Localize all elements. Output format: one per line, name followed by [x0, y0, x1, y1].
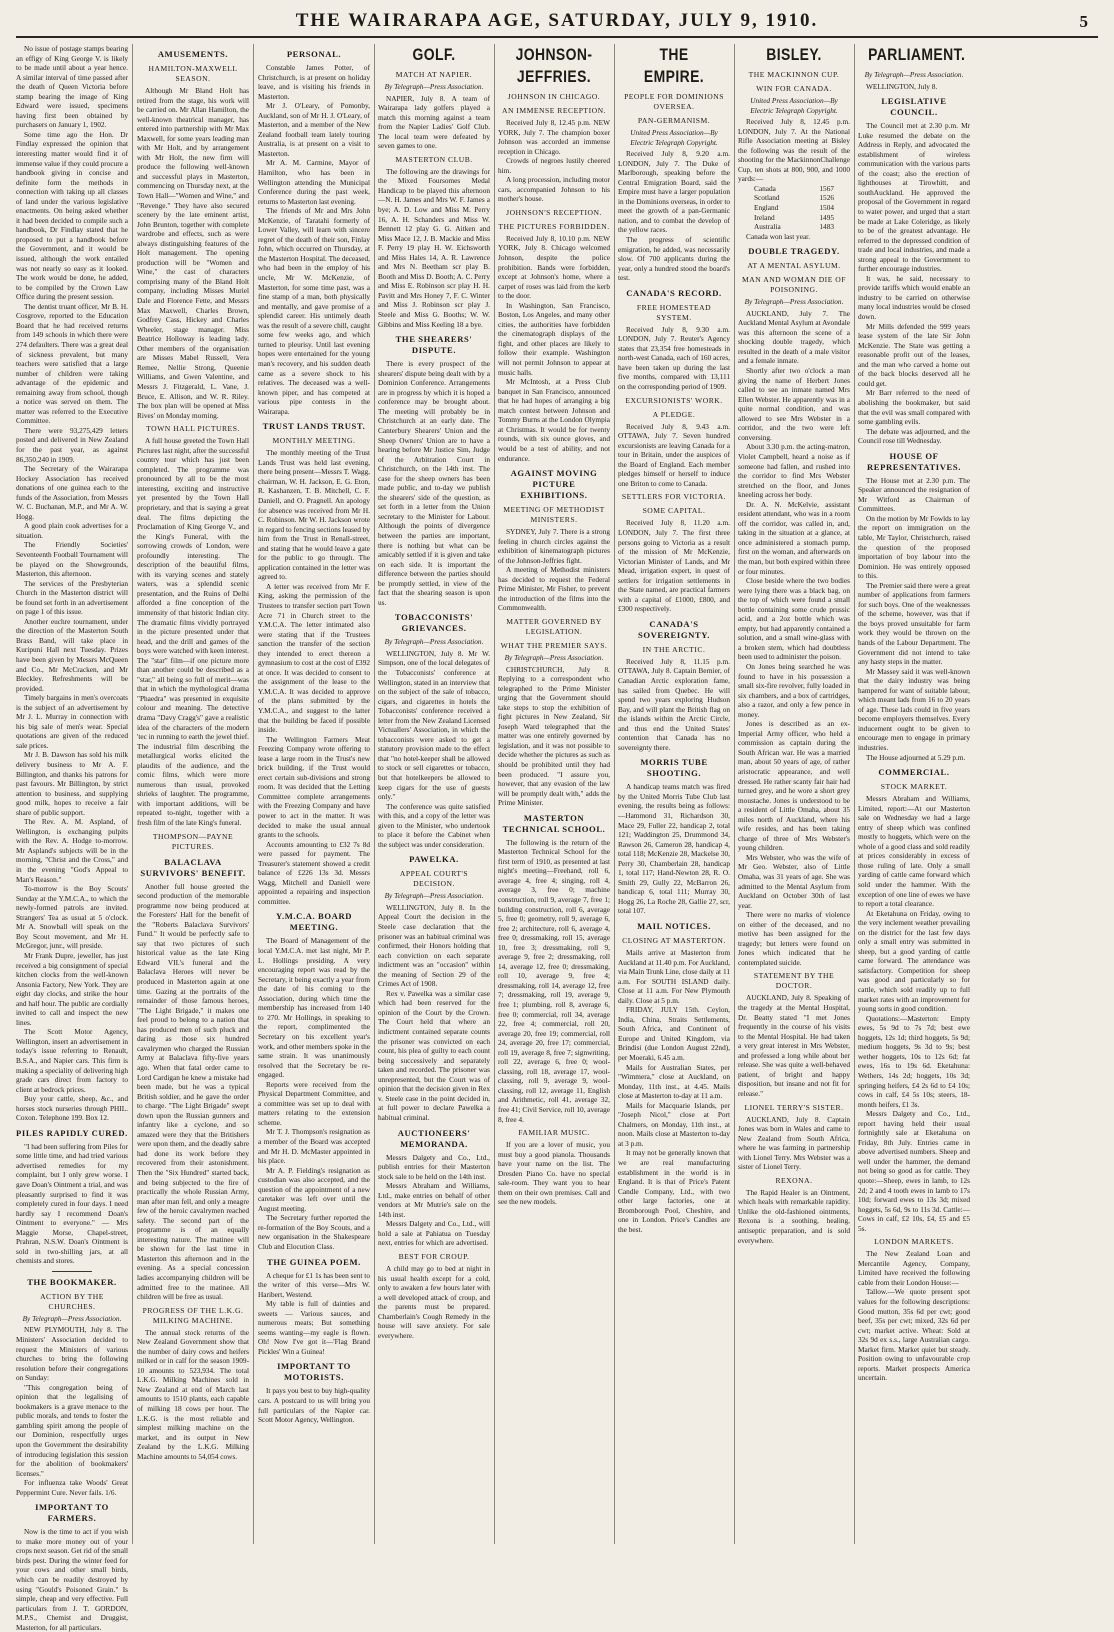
- paragraph: Shortly after two o'clock a man giving the name of Herbert Jones called to see an inmate named Mrs Ellen Webster. He apparently was in a quite normal condition, and was allowed to see Mrs Webster in a corridor, and the two were left conversing.: [738, 366, 850, 442]
- article-subheading: WIN FOR CANADA.: [756, 84, 832, 93]
- score-row: [738, 203, 850, 213]
- paragraph: The dentist truant officer, Mr B. H. Cosgrove, reported to the Education Board that he had received returns from 149 schools in which there were 274 defaulters. There was a great deal of sickness prevalent, but many teachers were satisfied that a large number of children were taking advantage of the epidemic and remaining away from school, though a notice was served on them. The matter was referred to the Executive Committee.: [16, 301, 128, 426]
- byline: By Telegraph—Press Association.: [384, 637, 484, 647]
- paragraph: Received July 8, 9.30 a.m. LONDON, July 7. Reuter's Agency states that 23,354 free homesteads in north-west Canada, each of 160 acres, have been taken up during the last five months, compared with 13,111 on the corresponding period of 1909.: [618, 324, 730, 392]
- column-divider: [614, 44, 615, 1544]
- article-heading: TOBACCONISTS' GRIEVANCES.: [394, 612, 474, 634]
- paragraph: Mr Massey said it was well-known that the dairy industry was being hampered for want of suitable labour, which meant lads from 16 to 20 years of age. These lads could in five years become employers themselves. Every inducement ought to be given to encourage men to engage in primary industries.: [858, 666, 970, 752]
- paragraph: It may not be generally known that we are real manufacturing establishment in the world is in England. It is that of Price's Patent Candle Company, Ltd., with two other large factories, one at Bromborough Pool, Cheshire, and one in London. Price's Candles are the best.: [618, 1148, 730, 1234]
- column-6: [618, 44, 730, 1544]
- paragraph: A good plain cook advertises for a situation.: [16, 521, 128, 540]
- article-subheading: MATCH AT NAPIER.: [395, 70, 473, 79]
- paragraph: The Rapid Healer is an Ointment, which heals with remarkable rapidity. Unlike the old-fashioned ointments, Rexona is a soothing, healing, antiseptic preparation, and is sold everywhere.: [738, 1187, 850, 1245]
- byline: By Telegraph—Press Association.: [384, 82, 484, 91]
- paragraph: Rex v. Pawelka was a similar case which had been reserved for the opinion of the Court by the Crown. The Court held that where an indictment contained separate counts the prisoner was convicted on each count, his plea of guilty to each count being successively and separately taken and recorded. The prisoner was unrepresented, but the Court was of opinion that the decision given in Rex v. Steele case in the point decided in, at full power to declare Pawelka a habitual criminal.: [378, 988, 490, 1122]
- score-team: Canada: [754, 183, 776, 193]
- paragraph: My table is full of dainties and sweets — Various sauces, and numerous meats; But something seems wanting—my eagle is flown. Oh! Now I've got it—'Flag Brand Pickles' Win a Guinea!: [258, 1299, 370, 1356]
- byline: By Telegraph—Press Association.: [744, 297, 844, 307]
- article-heading: COMMERCIAL.: [878, 767, 950, 778]
- paragraph: FRIDAY, JULY 15th. Ceylon, India, China, Straits Settlements, South Africa, and Continent of Europe and United Kingdom, via Brindisi (due London August 22nd), per Moeraki, 6.45 a.m.: [618, 1005, 730, 1063]
- article-subheading: TOWN HALL PICTURES.: [146, 424, 240, 434]
- article-heading: TRUST LANDS TRUST.: [262, 421, 366, 432]
- article-heading: AGAINST MOVING PICTURE EXHIBITIONS.: [510, 468, 598, 501]
- score-value: 1526: [819, 193, 834, 203]
- paragraph: Now is the time to act if you wish to make more money out of your crops next season. Get rid of the small birds pest. During the winter feed for your cows and other small birds, which can be readily destroyed by using "Gould's Poisoned Grain." Is simple, cheap and very effective. Full particulars from J. T. GORDON, M.P.S., Chemist and Druggist, Masterton, for all particulars.: [16, 1527, 128, 1632]
- paragraph: The friends of Mr and Mrs John McKenzie, of Taratahi formerly of Lower Valley, will learn with sincere regret of the death of their son, Finlay John, which occurred on Thursday, at the Masterton Hospital. The deceased, who had been in the employ of his uncle, Mr W. McKenzie, of Masterton, for some time past, was a fine stamp of a man, both physically and mentally, and gave promise of a splendid career. His untimely death was the result of a severe chill, caught some few weeks ago, and which turned to pleurisy. Until last evening hopes were entertained for the young man's recovery, and his sudden death came as a severe shock to his relatives. The deceased was a well-known piper, and has competed at various pipe contests in the Wairarapa.: [258, 206, 370, 416]
- paragraph: NAPIER, July 8. A team of Wairarapa lady golfers played a match this morning against a team from the Napier Ladies' Golf Club. The local team were defeated by seven games to one.: [378, 93, 490, 151]
- paragraph: There were no marks of violence on either of the deceased, and no motive has been assigned for the tragedy; but letters were found on Jones which indicated that he contemplated suicide.: [738, 910, 850, 967]
- paragraph: Messrs Dalgety and Co., Ltd., will hold a sale at Pahiatua on Tuesday next, entries for which are advertised.: [378, 1219, 490, 1248]
- paragraph: Constable James Potter, of Christchurch, is at present on holiday leave, and is visiting his friends in Masterton.: [258, 63, 370, 101]
- article-subheading: JOHNSON'S RECEPTION.: [506, 207, 602, 217]
- paragraph: At Eketahuna on Friday, owing to the very inclement weather prevailing on the district for the last few days only a small entry was submitted in sheep, but a good yarding of cattle came forward. The attendance was satisfactory. Competition for sheep was good and particularly so for cattle, which sold readily up to full market rates with an improvement for young sorts in good condition.: [858, 908, 970, 1014]
- paragraph: The House met at 2.30 p.m. The Speaker announced the resignation of Mr Witford as Chairman of Committees.: [858, 475, 970, 514]
- column-2: [137, 44, 249, 1544]
- paragraph: Received July 8, 10.10 p.m. NEW YORK, July 8. Chicago welcomed Johnson, despite the police prohibition. Bands were forbidden, except at Johnson's home, where a carpet of roses was laid from the kerb to the door.: [498, 233, 610, 301]
- article-subheading: MASTERTON CLUB.: [395, 154, 473, 164]
- paragraph: The Council met at 2.30 p.m. Mr Luke resumed the debate on the Address in Reply, and advocated the establishment of wireless communication with the various parts of the coast; also the erection of lighthouses at Tirowhitt, and southAuckland. He approved the proposal of the Government in regard to water power, and urged that a start be made at Lake Coleridge, as likely to be of the greatest advantage. He referred to the depressed condition of trade and local industries, and made a strong appeal to the Government to further encourage industries.: [858, 121, 970, 274]
- article-heading: CANADA'S SOVEREIGNTY.: [637, 618, 711, 640]
- article-subheading: AN IMMENSE RECEPTION.: [502, 106, 606, 115]
- paragraph: Mails for Macquarie Islands, per "Joseph Nicol," close at Port Chalmers, on Monday, 11th inst., at noon. Mails close at Masterton to-day at 3 p.m.: [618, 1100, 730, 1148]
- paragraph: Received July 8, 11.20 a.m. LONDON, July 7. The first three persons going to Victoria as a result of the mission of Mr McKenzie, Victorian Minister of Lands, and Mr Mead, irrigation expert, in quest of settlers for irrigation settlements in the State named, are practical farmers with a capital of £1000, £800, and £300 respectively.: [618, 518, 730, 614]
- score-team: England: [754, 203, 779, 213]
- paragraph: The services of the Presbyterian Church in the Masterton district will be found set forth in an advertisement on page 1 of this issue.: [16, 578, 128, 617]
- paragraph: Messrs Abraham and Williams, Limited, report:—At our Masterton sale on Wednesday we had a large entry of sheep which was confined mostly to hoggets, which were on the whole of a good class and sold readily at prices considerably in excess of those ruling of late. Only a small yarding of cattle came forward which sold under the hammer. With the exception of one line of ewes we have to report a total clearance.: [858, 794, 970, 909]
- paragraph: Another full house greeted the second production of the memorable programme now being produced at the Foresters' Hall for the benefit of the "Roberts Balaclava Survivors' Fund." It would be perfectly safe to say that two pictures of such historical value as the late King Edward VII.'s funeral and the Balaclava Heroes will never be produced in Masterton again at one time. Gazing at the portraits of the remainder of those famous heroes, "The Light Brigade," it makes one feel proud to belong to a nation that has produced men of such pluck and daring as those six hundred cavalrymen who charged the Russian Army at Balaclava fifty-five years ago. When that fatal order came to Lord Cardigan he knew a mistake had been made, but he was a typical British soldier, and he gave the order to charge. "The Light Brigade" swept down upon the Russian gunners and infantry like a cyclone, and so amazed were they that the Britishers were upon them, and the deadly sabre had done its work before they recovered from their astonishment. Then the "Six Hundred" started back, and being subjected to the fire of practically the whole Russian Army, man after man fell, and only a meagre few of the heroic cavalrymen reached safety. The second part of the programme is of an equally interesting nature. The matinee will be shown for the last time in Masterton this afternoon and in the evening. As a special concession ladies accompanying children will be admitted free to the matinee. All children will be free as usual.: [137, 881, 249, 1302]
- article-subheading: SETTLERS FOR VICTORIA.: [621, 492, 727, 502]
- article-subheading: MEETING OF METHODIST MINISTERS.: [503, 505, 605, 525]
- paragraph: Quotations:—Masterton: Empty ewes, 5s 9d to 7s 7d; best ewe hoggets, 12s 1d; third hoggets, 5s 9d; medium hoggets, 9s 3d to 9s; best wether hoggets, 10s to 12s 6d; fat ewes, 16s to 19s 6d. Eketahuna: Wethers, 14s 2d; hoggets, 10s 3d; springing heifers, £4 2s 6d to £4 10s; cows in calf, £4 5s 10s; steers, 18-month heifers, £1 3s.: [858, 1013, 970, 1109]
- paragraph: The progress of scientific emigration, he added, was necessarily slow. Of 700 applicants during the year, only a hundred stood the board's test.: [618, 235, 730, 283]
- paragraph: AUCKLAND, July 8. Speaking of the tragedy at the Mental Hospital, Dr. Beatty stated "I met Jones frequently in the course of his visits to the Mental Hospital. He had taken a very great interest in Mrs Webster, and professed a long while about her release. She was quite a well-behaved patient, of bright and happy disposition, but insane and not fit for release.": [738, 993, 850, 1098]
- article-subheading: MATTER GOVERNED BY LEGISLATION.: [506, 616, 602, 636]
- paragraph: Received July 8, 9.43 a.m. OTTAWA, July 7. Seven hundred excursionists are leaving Canada for a tour in Britain, under the auspices of the Board of England. Each member pledges himself or herself to induce one Briton to come to Canada.: [618, 421, 730, 488]
- column-8: [858, 44, 970, 1544]
- section-headline: THE EMPIRE.: [643, 45, 705, 86]
- paragraph: On Jones being searched he was found to have in his possession a small six-fire revolver, fully loaded in six chambers, and a box of cartridges, also a razor, and only a few pence in money.: [738, 661, 850, 719]
- paragraph: The annual stock returns of the New Zealand Government show that the number of dairy cows and heifers milked or in calf for the season 1909-10 amounts to 523,934. The total L.K.G. Milking Machines sold in New Zealand at end of March last amounts to 1510 plants, each capable of milking 18 cows per hour. The L.K.G. is the most reliable and simplest milking machine on the market, and its output in New Zealand by the L.K.G. Milking Machine amounts to 54,054 cows.: [137, 1327, 249, 1461]
- column-3: [258, 44, 370, 1544]
- paragraph: The following is the return of the Masterton Technical School for the first term of 1910, as presented at last night's meeting—Freehand, roll 6, average 4, free 4; singing, roll 4, average 3, free 0; machine construction, roll 9, average 7, free 1; building construction, roll 6, average 5, free 0; geometry, roll 9, average 6, free 2; architecture, roll 6, average 4, free 0; dressmaking, roll 15, average 10, free 3; dressmaking, roll 9, average 9, free 2; dressmaking, roll 14, average 12, free 0; dressmaking, roll 10, average 9, free 4; dressmaking, roll 14, average 12, free 7; dressmaking, roll 19, average 9, free 1; plumbing, roll 8, average 6, free 0; commercial, roll 34, average 22, free 4; commercial, roll 20, average 20, free 19; commercial, roll 24, average 20, free 17; commercial, roll 19, average 8, free 7; signwriting, roll 22, average 6, free 0; wool-classing, roll 18, average 17, wool-classing, roll 9, average 9, wool-classing, roll 12, average 11, English and Arithmetic, roll 41, average 32, free 41; Civil Service, roll 10, average 8, free 4.: [498, 837, 610, 1124]
- article-subheading: JOHNSON IN CHICAGO.: [507, 92, 601, 101]
- score-value: 1483: [819, 222, 834, 232]
- article-subheading: BEST FOR CROUP.: [398, 1251, 470, 1261]
- article-subheading: CLOSING AT MASTERTON.: [622, 936, 726, 945]
- column-4: [378, 44, 490, 1544]
- article-subheading: AT A MENTAL ASYLUM.: [747, 261, 841, 271]
- score-team: Australia: [754, 222, 781, 232]
- paragraph: SYDNEY, July 7. There is a strong feeling in church circles against the exhibition of kinematograph pictures of the Johnson-Jeffries fight.: [498, 527, 610, 565]
- paragraph: The monthly meeting of the Trust Lands Trust was held last evening, there being present—Messrs T. Wagg, chairman, W. H. Jackson, E. G. Eton, R. Kashanzen, T. B. Mitchell, C. F. Daniell, and O. Pragnell. An apology for absence was received from Mr H. C. Robinson. Mr W. H. Jackson wrote in regard to fencing sections leased by him from the Trust in Renall-street, and stating that he would leave a gate for the public to go through. The application contained in the letter was agreed to.: [258, 448, 370, 582]
- paragraph: The Secretary further reported the re-formation of the Boy Scouts, and a new organisation in the Shakespeare Club and Elocution Class.: [258, 1213, 370, 1251]
- paragraph: Mr J. O'Leary, of Pomonby, Auckland, son of Mr H. J. O'Leary, of Masterton, and a member of the New Zealand football team lately touring Australia, is at present on a visit to Masterton.: [258, 101, 370, 158]
- paragraph: Received July 8, 11.15 p.m. OTTAWA, July 8. Captain Bernier, of Canadian Arctic exploration fame, has sailed from Quebec. He will spend two years exploring Hudson Bay, and will plant the British flag on the islands within the Arctic Circle, and thus end the United States' contention that Canada has no sovereignty there.: [618, 656, 730, 752]
- article-heading: THE GUINEA POEM.: [267, 1256, 361, 1267]
- section-headline: GOLF.: [412, 45, 456, 64]
- masthead: [16, 6, 1098, 36]
- byline: United Press Association—By Electric Telegraph Copyright.: [630, 128, 718, 147]
- paragraph: Crowds of negroes lustily cheered him.: [498, 156, 610, 175]
- paragraph: The conference was quite satisfied with this, and a copy of the letter was given to the Minister, who undertook to place it before the Cabinet when the subject was under consideration.: [378, 801, 490, 849]
- paragraph: A long procession, including motor cars, accompanied Johnson to his mother's house.: [498, 175, 610, 204]
- article-heading: AUCTIONEERS' MEMORANDA.: [397, 1127, 471, 1149]
- paragraph: Dr. A. N. McKelvie, assistant resident attendant, who was in a room off the corridor, was called in, and, taking in the situation at a glance, at once administered a stomach pump, first on the woman, and afterwards on the man, but both expired within three or four minutes.: [738, 499, 850, 576]
- paragraph: WELLINGTON, July 8.: [866, 81, 938, 91]
- article-subheading: SOME CAPITAL.: [642, 506, 706, 516]
- paragraph: To-morrow is the Boy Scouts' Sunday at the Y.M.C.A., to which the newly-formed patrols are invited. Strangers' Tea as usual at 5 o'clock. Mr A. Snowball will speak on the Boy Scout movement, and Mr H. McGregor, junr., will preside.: [16, 884, 128, 951]
- column-divider: [374, 44, 375, 1544]
- paragraph: WELLINGTON, July 8. Mr W. Simpson, one of the local delegates of the Tobacconists' conference at Wellington, stated in an interview that on the subject of the sale of tobacco, cigars, and cigarettes in hotels the Tobacconists' conference received a letter from the New Zealand Licensed Victuallers' Association, in which the tobacconists were asked to get a statutory provision made to the effect that "no hotel-keeper shall be allowed to stock or sell cigarettes or tobacco, but that hotelkeepers be allowed to keep cigars for the use of guests only.": [378, 648, 490, 802]
- article-subheading: STOCK MARKET.: [880, 782, 948, 792]
- paragraph: Mrs Webster, who was the wife of Mr Geo. Webster, also of Little Omaha, was 31 years of age. She was admitted to the Mental Asylum from Auckland on October 30th of last year.: [738, 852, 850, 910]
- paragraph: Received July 8, 12.45 p.m. LONDON, July 7. At the National Rifle Association meeting at Bisley the following was the result of the shooting for the MackinnonChallenge Cup, ten shots at 800, 900, and 1000 yards:—: [738, 117, 850, 184]
- paragraph: It pays you best to buy high-quality cars. A postcard to us will bring you full particulars of the Napier car. Scott Motor Agency, Wellington.: [258, 1386, 370, 1425]
- article-heading: PILES RAPIDLY CURED.: [16, 1127, 128, 1138]
- column-5: [498, 44, 610, 1544]
- column-divider: [253, 44, 254, 1544]
- score-row: [738, 193, 850, 203]
- score-team: Scotland: [754, 193, 780, 203]
- paragraph: Mr T. J. Thompson's resignation as a member of the Board was accepted and Mr H. D. McMaster appointed in his place.: [258, 1127, 370, 1166]
- column-7: [738, 44, 850, 1544]
- score-value: 1495: [819, 212, 834, 222]
- paragraph: Close beside where the two bodies were lying there was a black bag, on the top of which were found a small bottle containing some crude prussic acid, and a 2oz bottle which was empty, but had apparently contained a solution, and a small wine-glass with a broken stem, which had doubtless been used to administer the poison.: [738, 576, 850, 662]
- article-subheading: HAMILTON-MAXWELL SEASON.: [148, 64, 238, 83]
- byline: By Telegraph—Press Association.: [864, 70, 964, 79]
- paragraph: Accounts amounting to £32 7s 8d were passed for payment. The Treasurer's statement showed a credit balance of £226 13s 3d. Messrs Wagg, Mitchell and Daniell were appointed a repairing and inspection committee.: [258, 839, 370, 906]
- article-subheading: MONTHLY MEETING.: [272, 436, 356, 446]
- paragraph: Mails arrive at Masterton from Auckland at 11.40 p.m. For Auckland, via Main Trunk Line, close daily at 11 a.m. For SOUTH ISLAND daily. Close at 11 a.m. For New Plymouth daily. Close at 5 p.m.: [618, 948, 730, 1005]
- paragraph: For influenza take Woods' Great Peppermint Cure. Never fails. 1/6.: [16, 1478, 128, 1497]
- score-row: [738, 222, 850, 232]
- paragraph: "I had been suffering from Piles for some little time, and had tried various advertised remedies for my complaint, but I only grew worse. I gave Doan's Ointment a trial, and was pleasantly surprised to find it was completely cured in four days. I need hardly say I recommend Doan's Ointment to everyone." — Mrs Maggie Morse, Chapel-street, Prahran, N.S.W. Doan's Ointment is sold in two-shilling jars, at all chemists and stores.: [16, 1141, 128, 1266]
- column-divider: [132, 44, 133, 1544]
- paragraph: Mr McIntosh, at a Press Club banquet in San Francisco, announced that he had hopes of arranging a big match contest between Johnson and Tommy Burns at the London Olympia at Christmas. It would be for twenty rounds, with six ounce gloves, and would be a test of ability, and not endurance.: [498, 377, 610, 463]
- article-subheading: REXONA.: [775, 1175, 813, 1185]
- byline: United Press Association—By Electric Telegraph Copyright.: [750, 96, 838, 115]
- paragraph: The House adjourned at 5.29 p.m.: [866, 752, 966, 762]
- paragraph: A handicap teams match was fired by the United Morris Tube Club last evening, the results being as follows:—Hammond 31, Richardson 30, Mace 29, Fuller 22, handicap 2, total 121; Waddington 25, Drummond 34, Rawson 26, Cameron 28, handicap 4, total 118; McKenzie 28, Mackelse 30, Perry 30, Chamberlain 28, handicap 1, total 117; Hand-Newton 28, R. O. Smith 29, Gully 22, McBarron 26, handicap 6, total 111; Murray 30, Hogg 26, La Roche 28, Gallie 27, scr, total 107.: [618, 782, 730, 916]
- paragraph: "This congregation being of opinion that the legalising of bookmakers is a grave menace to the public morals, and tends to foster the gambling spirit among the people of our Dominion, respectfully urges upon the Government the desirability of introducing legislation this session for the abolition of bookmakers' licenses.": [16, 1382, 128, 1478]
- paragraph: On the motion by Mr Fowlds to lay the report on immigration on the table, Mr Taylor, Christchurch, raised the question of the proposed importation of boy labour into the Dominion. He was entirely opposed to this.: [858, 513, 970, 581]
- article-subheading: APPEAL COURT'S DECISION.: [399, 869, 469, 889]
- separator-rule: [52, 1271, 92, 1272]
- paragraph: A meeting of Methodist ministers has decided to request the Federal Prime Minister, Mr Fisher, to prevent the introduction of the films into the Commonwealth.: [498, 565, 610, 613]
- paragraph: Received July 8, 12.45 p.m. NEW YORK, July 7. The champion boxer Johnson was accorded an immense reception in Chicago.: [498, 118, 610, 156]
- paragraph: NEW PLYMOUTH, July 8. The Ministers' Association decided to request the Ministers of various churches to bring the following resolution before their congregations on Sunday:: [16, 1325, 128, 1383]
- article-subheading: THOMPSON—PAYNE PICTURES.: [152, 831, 234, 851]
- section-headline: PARLIAMENT.: [868, 45, 966, 64]
- paragraph: Some time ago the Hon. Dr Findlay expressed the opinion that interesting matter would find it of immense value if they could procure a handbook giving in concise and definite form the methods in connection with taking up all classes of land under the various legislative enactments. On being asked whether it had been decided to compile such a handbook, Dr Findlay stated that he proposed to put a handbook before the Government, and it would be issued, although the work entailed was not nearly so easy as it looked. The work would be done, he added, to be compiled by the Crown Law Office during the present session.: [16, 129, 128, 302]
- paragraph: Jones is described as an ex-Imperial Army officer, who held a commission as captain during the South African war. He was a married man, about 50 years of age, of rather aristocratic appearance, and well dressed. He rather scanty fair hair had turned grey, and he wore a short grey moustache. Jones is understood to be a resident of Little Omaha, about 35 miles north of Auckland, where his wife resides, and has been taking charge of three of Mrs Webster's young children.: [738, 719, 850, 853]
- article-subheading: THE PICTURES FORBIDDEN.: [498, 221, 610, 231]
- paragraph: A child may go to bed at night in his usual health except for a cold, only to awaken a few hours later with a well developed attack of croup, and the parents must be prepared. Chamberlain's Cough Remedy in the house will save anxiety. For sale everywhere.: [378, 1263, 490, 1340]
- paragraph: The New Zealand Loan and Mercantile Agency, Company, Limited have received the following cable from their London House:—: [858, 1249, 970, 1287]
- article-subheading: FAMILIAR MUSIC.: [518, 1128, 590, 1138]
- paragraph: CHRISTCHURCH, July 8. Replying to a correspondent who telegraphed to the Prime Minister urging that the Government should take steps to stop the exhibition of fight pictures in New Zealand, Sir Joseph Ward telegraphed that the matter was one entirely governed by legislation, and it was not possible to decide whether the pictures as such as should be prohibited until they had been produced. "I assure you, however, that any evasion of the law will be promptly dealt with," adds the Prime Minister.: [498, 664, 610, 808]
- paragraph: Mr Mills defended the 999 years lease system of the late Sir John McKenzie. The State was getting a reasonable profit out of the leases, and the man who carved a home out of the back blocks deserved all he could get.: [858, 321, 970, 388]
- article-subheading: MAN AND WOMAN DIE OF POISONING.: [742, 275, 846, 295]
- article-heading: AMUSEMENTS.: [157, 49, 229, 59]
- paragraph: The Secretary of the Wairarapa Hockey Association has received donations of one guinea each to the funds of the Association, from Messrs W. C. Buchanan, M.P., and Mr A. W. Hogg.: [16, 464, 128, 521]
- paragraph: Reports were received from the Physical Department Committee, and a committee was set up to deal with matters relating to the extension scheme.: [258, 1079, 370, 1127]
- paragraph: Messrs Abraham and Williams, Ltd., make entries on behalf of other vendors at Mr Mutrie's sale on the 14th inst.: [378, 1181, 490, 1219]
- paragraph: Timely bargains in men's overcoats is the subject of an advertisement by Mr J. L. Murray in connection with his big sale of men's wear. Special quotations are given of the reduced sale prices.: [16, 693, 128, 750]
- article-subheading: EXCURSIONISTS' WORK.: [625, 395, 723, 405]
- article-heading: MASTERTON TECHNICAL SCHOOL.: [502, 812, 606, 834]
- paragraph: There were 93,275,429 letters posted and delivered in New Zealand for the past year, as against 86,350,240 in 1909.: [16, 425, 128, 464]
- article-heading: PAWELKA.: [409, 854, 459, 865]
- article-heading: LEGISLATIVE COUNCIL.: [881, 96, 947, 118]
- paragraph: No issue of postage stamps bearing an effigy of King George V. is likely to be made until about a year hence. A similar interval of time passed after the death of Queen Victoria before stamp bearing the image of King Edward were issued, specimens having first been obtained by purchasers on January 1, 1902.: [16, 44, 128, 130]
- byline: By Telegraph—Press Association.: [504, 652, 604, 662]
- article-heading: Y.M.C.A. BOARD MEETING.: [275, 911, 353, 933]
- article-subheading: WHAT THE PREMIER SAYS.: [500, 640, 608, 650]
- article-subheading: THE MACKINNON CUP.: [748, 70, 840, 79]
- paragraph: Mails for Australian States, per "Wimmera," close at Auckland, on Monday, 11th inst., at 4.45. Mails close at Masterton to-day at 11 a.m.: [618, 1062, 730, 1101]
- masthead-title: THE WAIRARAPA AGE, SATURDAY, JULY 9, 1910.: [295, 10, 819, 31]
- section-headline: BISLEY.: [766, 45, 822, 64]
- article-subheading: A PLEDGE.: [652, 409, 696, 419]
- article-heading: MORRIS TUBE SHOOTING.: [640, 757, 708, 779]
- score-value: 1504: [819, 203, 834, 213]
- score-row: [738, 184, 850, 194]
- score-team: Ireland: [754, 212, 775, 222]
- paragraph: About 3.30 p.m. the acting-matron, Violet Campbell, heard a noise as if someone had fallen, and rushed into the corridor to find Mrs Webster stretched on the floor, and Jones kneeling across her body.: [738, 442, 850, 500]
- paragraph: Received July 8, 9.20 a.m. LONDON, July 7. The Duke of Marlborough, speaking before the Central Emigration Board, said the Empire must have a larger population in the Dominions overseas, in order to meet the growth of a pan-Germanic nation, and to combat the develop of the yellow races.: [618, 149, 730, 235]
- article-heading: HOUSE OF REPRESENTATIVES.: [866, 450, 962, 472]
- paragraph: Mr Frank Dupre, jeweller, has just received a big consignment of special kitchen clocks from the well-known Ansonia Factory, New York. They are eight day clocks, and strike the hour and half hour. The public are cordially invited to call and inspect the new lines.: [16, 950, 128, 1027]
- paragraph: AUCKLAND, July 8. Captain Jones was born in Wales and came to New Zealand from South Africa, where he was farming in partnership with Lionel Terry. Mrs Webster was a sister of Lionel Terry.: [738, 1114, 850, 1172]
- paragraph: Messrs Dalgety and Co., Ltd., publish entries for their Masterton stock sale to be held on the 14th inst.: [378, 1152, 490, 1181]
- article-subheading: STATEMENT BY THE DOCTOR.: [753, 971, 835, 991]
- paragraph: The Scott Motor Agency, Wellington, insert an advertisement in today's issue referring to Renault, B.S.A., and Napier cars. This firm is making a speciality of delivering high grade cars direct from factory to client at bedrock prices.: [16, 1027, 128, 1094]
- paragraph: Although Mr Bland Holt has retired from the stage, his work will be carried on. Mr Allan Hamilton, the well-known theatrical manager, has entered into partnership with Mr Max Maxwell, for some years leading man with Mr Holt, and by arrangement with Mr Holt, the new firm will produce the following well-known and successful plays in Masterton, commencing on Thursday next, at the Town Hall—"Women and Wine," and "Revenge." They have also secured scenery by the late eminent artist, John Brunton, together with complete wardrobe and effects, such as were always distinguishing features of the Holt management. The opening production will be "Women and Wine," the cast of characters comprising many of the Bland Holt company, including Misses Muriel Dale and Florence Fette, and Messrs Max Maxwell, Charles Brown, Godfrey Cass, Hickey and Charles Wheeler, stage manager. Miss Beatrice Holloway is leading lady. Other members of the organisation are Misses Mabel Russell, Vera Remee, Nellie Strong, Queenie Williams, and Gwen Valentine, and Messrs J. Fitzgerald, L. Vane, J. Bruce, E. Allison, and W. R. Riley. The box plan will be opened at Miss Rives' on Monday morning.: [137, 86, 249, 420]
- section-headline: JOHNSON-JEFFRIES.: [515, 45, 593, 86]
- column-divider: [494, 44, 495, 1544]
- article-subheading: IN THE ARCTIC.: [642, 644, 706, 654]
- column-1: [16, 44, 128, 1632]
- column-divider: [734, 44, 735, 1544]
- article-subheading: ACTION BY THE CHURCHES.: [40, 1291, 104, 1311]
- article-subheading: PAN-GERMANISM.: [637, 116, 711, 125]
- paragraph: Buy your cattle, sheep, &c., and horses stock nurseries through PHIL. Coxon. Telephone 199. Box 12.: [16, 1094, 128, 1123]
- score-row: [738, 213, 850, 223]
- article-heading: IMPORTANT TO FARMERS.: [35, 1502, 109, 1524]
- paragraph: Another euchre tournament, under the direction of the Masterton South Brass Band, will take place in Kuripuni Hall next Tuesday. Prizes have been given by Messrs McQueen and Co., Mr McCracken, and Mr Bleckley. Refreshments will be provided.: [16, 616, 128, 693]
- paragraph: The following are the drawings for the Mixed Foursomes Medal Handicap to be played this afternoon—N. H. James and Mrs W. F. James a bye; A. D. Low and Miss M. Perry 16, A. H. Schanders and Miss W. Bennett 12 play G. G. Aitken and Miss Mace 12, J. B. Mackie and Miss F. Perry 19 play H. W. Eichsworth and Miss Hales 14, A. R. Lawrence and Mrs N. Beetham scr play B. Booth and Miss D. Booth; A. C. Perry and Miss E. Robinson scr play H. H. Pavitt and Mrs Honey 7, F. C. Winter and Miss J. Robinson scr play J. Steele and Miss G. Booths; W. W. Gibbins and Miss Keeling 18 a bye.: [378, 166, 490, 329]
- article-heading: CANADA'S RECORD.: [626, 287, 722, 298]
- paragraph: Mr Barr referred to the need of abolishing the bookmaker, but said that the evil was small compared with some gambling evils.: [858, 388, 970, 427]
- paragraph: AUCKLAND, July 7. The Auckland Mental Asylum at Avondale was this afternoon the scene of a shocking double tragedy, which resulted in the death of a male visitor and a female inmate.: [738, 308, 850, 366]
- article-heading: PERSONAL.: [286, 49, 342, 59]
- article-heading: IMPORTANT TO MOTORISTS.: [277, 1361, 351, 1383]
- paragraph: Mr A. P. Fielding's resignation as custodian was also accepted, and the question of the appointment of a new caretaker was left over until the August meeting.: [258, 1165, 370, 1213]
- article-heading: DOUBLE TRAGEDY.: [748, 246, 840, 257]
- byline: By Telegraph—Press Association.: [384, 891, 484, 901]
- paragraph: There is every prospect of the shearers' dispute being dealt with by a Dominion Conference. Arrangements are in progress by which it is hoped a conference may be brought about. The meeting will probably be in Christchurch at an early date. The Canterbury Shearers' Union and the Sheep Owners' Union are to have a hearing before Mr Justice Sim, Judge of the Arbitration Court in Christchurch, on the 14th inst. The case for the sheep owners has been made public, and to-day we publish the shearers' side of the question, as set forth in a letter from the Union secretary to the Minister for Labour. Although the points of divergence between the parties are important, there is nothing but what can be amicably settled if it is given and take on each side. It is important the difference between the parties should be promptly settled, in view of the fact that the shearing season is upon us.: [378, 359, 490, 607]
- article-subheading: LONDON MARKETS.: [874, 1237, 954, 1247]
- page-number: 5: [1079, 12, 1088, 31]
- paragraph: A cheque for £1 1s has been sent to the writer of this verse—Mrs W. Haribert, Westend.: [258, 1270, 370, 1299]
- paragraph: Messrs Dalgety and Co., Ltd., report having held their usual fortnightly sale at Eketahuna on Friday, 8th July. Entries came in above advertised numbers. Sheep and well under the hammer, the demand not being so good as for cattle. They quote:—Sheep, ewes in lamb, to 12s 2d; 2 and 4 tooth ewes in lamb to 17s 10d; forward ewes to 13s 3d; mixed hoggets, 5s 6d, 9s to 11s 3d. Cattle:—Cows in calf, £2 10s, £4, £5 and £5 5s.: [858, 1109, 970, 1233]
- paragraph: A full house greeted the Town Hall Pictures last night, after the successful country tour which has just been completed. The programme was pronounced by all to be the most interesting, exciting and instructive yet presented by the Town Hall proprietary, and that is saying a great deal. The films depicting the Proclamation of King George V., and the King's Funeral, with the sorrowing crowds of London, were profoundly interesting. The description of the beautiful films, with its varying scenes and stately waters, was a splendid scenic presentation, and the Ruins of Delhi afforded a fine conception of the immensity of that historic Indian city. The dramatic films vividly portrayed in the picture presented under that head, and the drill and games of the boys were watched with keen interest. The "star" film—if one picture more than another could be described as a "star," all being so full of merit—was that in which the mythological drama "Phaedra" was presented in exquisite colour and meaning. The detective drama "Davy Cragg's" gave a realistic idea of the characters of the modern 'tec in running to earth the jewel thief. The industrial film describing the metallurgical works elicited the plaudits of the audience, and the comic films, which were more numerous than usual, provoked shrieks of laughter. The programme, with important additions, will be repeated to-night, together with a fresh film of the late King's funeral.: [137, 436, 249, 828]
- paragraph: The Rev. A. M. Aspland, of Wellington, is exchanging pulpits with the Rev. A. Hodge to-morrow. Mr Aspland's subjects will be in the morning, "Christ and the Cross," and in the evening "God's Appeal to Man's Reason.": [16, 817, 128, 884]
- article-subheading: FREE HOMESTEAD SYSTEM.: [636, 302, 712, 322]
- article-subheading: LIONEL TERRY'S SISTER.: [744, 1102, 844, 1112]
- article-subheading: PEOPLE FOR DOMINIONS OVERSEA.: [624, 92, 724, 111]
- paragraph: A letter was received from Mr F. King, asking the permission of the Trustees to transfer section part Town Acre 71 in Church street to the Y.M.C.A. The letter intimated also were stating that if the Trustees sanction the transfer of the section they intended to erect thereon a gymnasium to cost at the cost of £392 at once. It was decided to consent to the assignment of the lease to the Y.M.C.A. It was decided to approve of the plans submitted by the Y.M.C.A., and suggest to the latter that the building be faced if possible inside.: [258, 581, 370, 735]
- article-heading: THE SHEARERS' DISPUTE.: [395, 334, 473, 356]
- paragraph: The Friendly Societies' Seventeenth Football Tournament will be played on the Showgrounds, Masterton, this afternoon.: [16, 540, 128, 579]
- paragraph: The Board of Management of the local Y.M.C.A. met last night, Mr P. L. Hollings presiding. A very encouraging report was read by the Secretary, it being exactly a year from the date of his coming to the Association, during which time the membership has increased from 140 to 270. Mr Hollings, in speaking to the report, complimented the Secretary on his excellent year's work, and other members spoke in the same strain. It was unanimously resolved that the Secretary be re-engaged.: [258, 936, 370, 1080]
- article-heading: BALACLAVA SURVIVORS' BENEFIT.: [140, 856, 246, 878]
- article-subheading: PROGRESS OF THE L.K.G. MILKING MACHINE.: [142, 1305, 244, 1325]
- paragraph: The Premier said there were a great number of applications from farmers for such boys. One of the weaknesses of the scheme, however, was that if the boys proved unsuitable for farm work they would be thrown on the hands of the Labour Department. The Government did not intend to take any hasty steps in the matter.: [858, 580, 970, 667]
- paragraph: In Washington, San Francisco, Boston, Los Angeles, and many other cities, the authorities have forbidden the cinematograph displays of the fight, and other places are likely to follow their example. Washington will not permit Johnson to appear at music halls.: [498, 300, 610, 377]
- paragraph: Mr A. M. Carmine, Mayor of Hamilton, who has been in Wellington attending the Municipal Conference during the past week, returns to Masterton last evening.: [258, 158, 370, 206]
- paragraph: Canada won last year.: [746, 231, 811, 241]
- article-heading: MAIL NOTICES.: [637, 921, 711, 931]
- paragraph: Mr J. B. Dawson has sold his milk delivery business to Mr A. F. Billington, and thanks his patrons for past favours. Mr Billington, by strict attention to business, and supplying good milk, hopes to receive a fair share of public support.: [16, 750, 128, 817]
- column-divider: [854, 44, 855, 1544]
- paragraph: The debate was adjourned, and the Council rose till Wednesday.: [858, 426, 970, 446]
- paragraph: The Wellington Farmers Meat Freezing Company wrote offering to lease a large room in the Trust's new brick building, if the Trust would erect certain sub-divisions and strong room. It was decided that the Letting Committee complete arrangements with the Freezing Company and have power to act in the matter. It was decided to make the usual annual grants to the schools.: [258, 734, 370, 840]
- paragraph: Tallow.—We quote present spot values for the following descriptions: Good mutton, 35s 6d per cwt; good beef, 35s per cwt; mixed, 32s 6d per cwt; market active. Wheat: Sold at 32s 9d ex s.s., large Australian cargo. Market firm. Market quiet but steady. Position owing to unfavourable crop reports. Market prospects America uncertain.: [858, 1287, 970, 1383]
- article-heading: THE BOOKMAKER.: [27, 1276, 117, 1287]
- paragraph: If you are a lover of music, you must buy a good pianola. Thousands have your name on the list. The Dresden Piano Co. have no special sale-room. They want you to hear them on their own premises. Call and see the new models.: [498, 1140, 610, 1207]
- byline: By Telegraph—Press Association.: [22, 1313, 122, 1323]
- paragraph: It was, he said, necessary to provide tariffs which would enable an industry to be carried on otherwise many local industries would be closed down.: [858, 273, 970, 322]
- paragraph: WELLINGTON, July 8. In the Appeal Court the decision in the Steele case declaration that the prisoner was an habitual criminal was confirmed, their Honors holding that each conviction on each separate indictment was an "occasion" within the meaning of Section 29 of the Crimes Act of 1908.: [378, 902, 490, 989]
- masthead-rule: [16, 36, 1098, 38]
- score-value: 1567: [819, 183, 834, 193]
